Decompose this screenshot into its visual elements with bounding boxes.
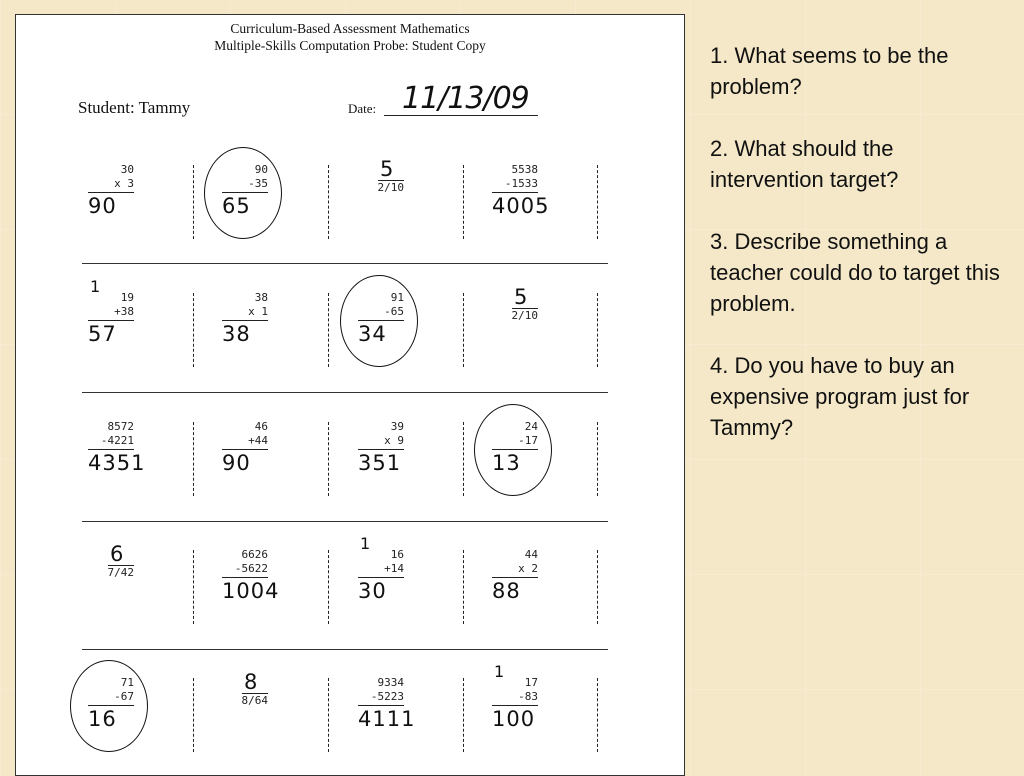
worksheet-scan [15, 14, 685, 776]
error-circle [474, 404, 552, 496]
answer-line [222, 449, 268, 450]
problem-top: 9334 [377, 676, 404, 689]
math-problem [492, 548, 538, 578]
problem-divisor: 8/64 [241, 694, 268, 707]
error-circle [70, 660, 148, 752]
column-separator [463, 293, 464, 367]
column-separator [463, 422, 464, 496]
question-1: 1. What seems to be the problem? [710, 43, 949, 99]
problem-bottom: x 3 [114, 177, 134, 190]
column-separator [328, 550, 329, 624]
problem-bottom: +14 [384, 562, 404, 575]
problem-bottom: -1533 [504, 177, 538, 190]
answer-line [88, 320, 134, 321]
handwritten-answer: 4111 [358, 707, 416, 731]
problem-top: 71 [120, 676, 134, 689]
column-separator [193, 293, 194, 367]
question-3: 3. Describe something a teacher could do to target this problem. [710, 229, 1000, 316]
problem-bottom: -65 [384, 305, 404, 318]
handwritten-answer: 5 [514, 285, 529, 309]
row-divider [82, 263, 608, 264]
answer-line [88, 192, 134, 193]
problem-bottom: +38 [114, 305, 134, 318]
error-circle [204, 147, 282, 239]
problem-bottom: -5622 [234, 562, 268, 575]
problem-top: 19 [120, 291, 134, 304]
math-problem [88, 163, 134, 193]
row-divider [82, 392, 608, 393]
answer-line [492, 577, 538, 578]
problem-top: 44 [524, 548, 538, 561]
column-separator [597, 165, 598, 239]
student-name: Student: Tammy [78, 98, 191, 117]
answer-line [358, 577, 404, 578]
column-separator [463, 678, 464, 752]
worksheet-subtitle: Multiple-Skills Computation Probe: Student Copy [214, 38, 486, 53]
column-separator [463, 165, 464, 239]
problem-top: 24 [524, 420, 538, 433]
handwritten-answer: 4005 [492, 194, 550, 218]
answer-line [222, 320, 268, 321]
handwritten-answer: 351 [358, 451, 402, 475]
math-problem [358, 676, 404, 706]
problem-top: 38 [254, 291, 268, 304]
problem-top: 30 [120, 163, 134, 176]
problem-bottom: +44 [248, 434, 268, 447]
problem-bottom: x 9 [384, 434, 404, 447]
problem-bottom: x 2 [518, 562, 538, 575]
carry-mark: 1 [360, 534, 371, 553]
problem-top: 8572 [107, 420, 134, 433]
problem-top: 46 [254, 420, 268, 433]
column-separator [193, 422, 194, 496]
handwritten-answer: 57 [88, 322, 117, 346]
handwritten-answer: 30 [358, 579, 387, 603]
row-divider [82, 649, 608, 650]
handwritten-answer: 5 [380, 157, 395, 181]
problem-divisor: 7/42 [107, 566, 134, 579]
column-separator [193, 550, 194, 624]
question-4: 4. Do you have to buy an expensive program just for Tammy? [710, 353, 970, 440]
column-separator [597, 293, 598, 367]
column-separator [597, 550, 598, 624]
answer-line [222, 577, 268, 578]
error-circle [340, 275, 418, 367]
handwritten-answer: 13 [492, 451, 521, 475]
column-separator [193, 165, 194, 239]
problem-top: 90 [254, 163, 268, 176]
problem-divisor: 2/10 [511, 309, 538, 322]
handwritten-answer: 100 [492, 707, 536, 731]
answer-line [492, 192, 538, 193]
worksheet-title: Curriculum-Based Assessment Mathematics [230, 21, 470, 36]
column-separator [328, 422, 329, 496]
column-separator [328, 678, 329, 752]
problem-top: 39 [390, 420, 404, 433]
carry-mark: 1 [494, 662, 505, 681]
handwritten-answer: 4351 [88, 451, 146, 475]
math-problem [222, 548, 268, 578]
answer-line [88, 449, 134, 450]
problem-bottom: x 1 [248, 305, 268, 318]
column-separator [193, 678, 194, 752]
carry-mark: 1 [90, 277, 101, 296]
problem-top: 16 [390, 548, 404, 561]
answer-line [358, 705, 404, 706]
math-problem [88, 566, 134, 580]
column-separator [597, 678, 598, 752]
discussion-questions [710, 40, 1010, 474]
handwritten-answer: 6 [110, 542, 125, 566]
problem-bottom: -4221 [100, 434, 134, 447]
answer-line [358, 449, 404, 450]
problem-bottom: -17 [518, 434, 538, 447]
answer-line [492, 705, 538, 706]
date-value: 11/13/09 [402, 81, 529, 116]
handwritten-answer: 65 [222, 194, 251, 218]
problem-bottom: -67 [114, 690, 134, 703]
problem-top: 5538 [511, 163, 538, 176]
handwritten-answer: 34 [358, 322, 387, 346]
math-problem [358, 181, 404, 195]
math-problem [492, 309, 538, 323]
handwritten-answer: 8 [244, 670, 259, 694]
problem-bottom: -5223 [370, 690, 404, 703]
math-problem [358, 420, 404, 450]
math-problem [222, 291, 268, 321]
column-separator [328, 293, 329, 367]
column-separator [463, 550, 464, 624]
column-separator [597, 422, 598, 496]
problem-divisor: 2/10 [377, 181, 404, 194]
math-problem [222, 694, 268, 708]
handwritten-answer: 90 [88, 194, 117, 218]
problem-bottom: -35 [248, 177, 268, 190]
math-problem [492, 163, 538, 193]
handwritten-answer: 16 [88, 707, 117, 731]
math-problem [222, 420, 268, 450]
handwritten-answer: 38 [222, 322, 251, 346]
row-divider [82, 521, 608, 522]
problem-bottom: -83 [518, 690, 538, 703]
date-label: Date: [348, 101, 377, 116]
math-problem [88, 420, 134, 450]
handwritten-answer: 88 [492, 579, 521, 603]
problem-top: 6626 [241, 548, 268, 561]
handwritten-answer: 90 [222, 451, 251, 475]
question-2: 2. What should the intervention target? [710, 136, 899, 192]
problem-top: 17 [524, 676, 538, 689]
problem-top: 91 [390, 291, 404, 304]
column-separator [328, 165, 329, 239]
handwritten-answer: 1004 [222, 579, 280, 603]
